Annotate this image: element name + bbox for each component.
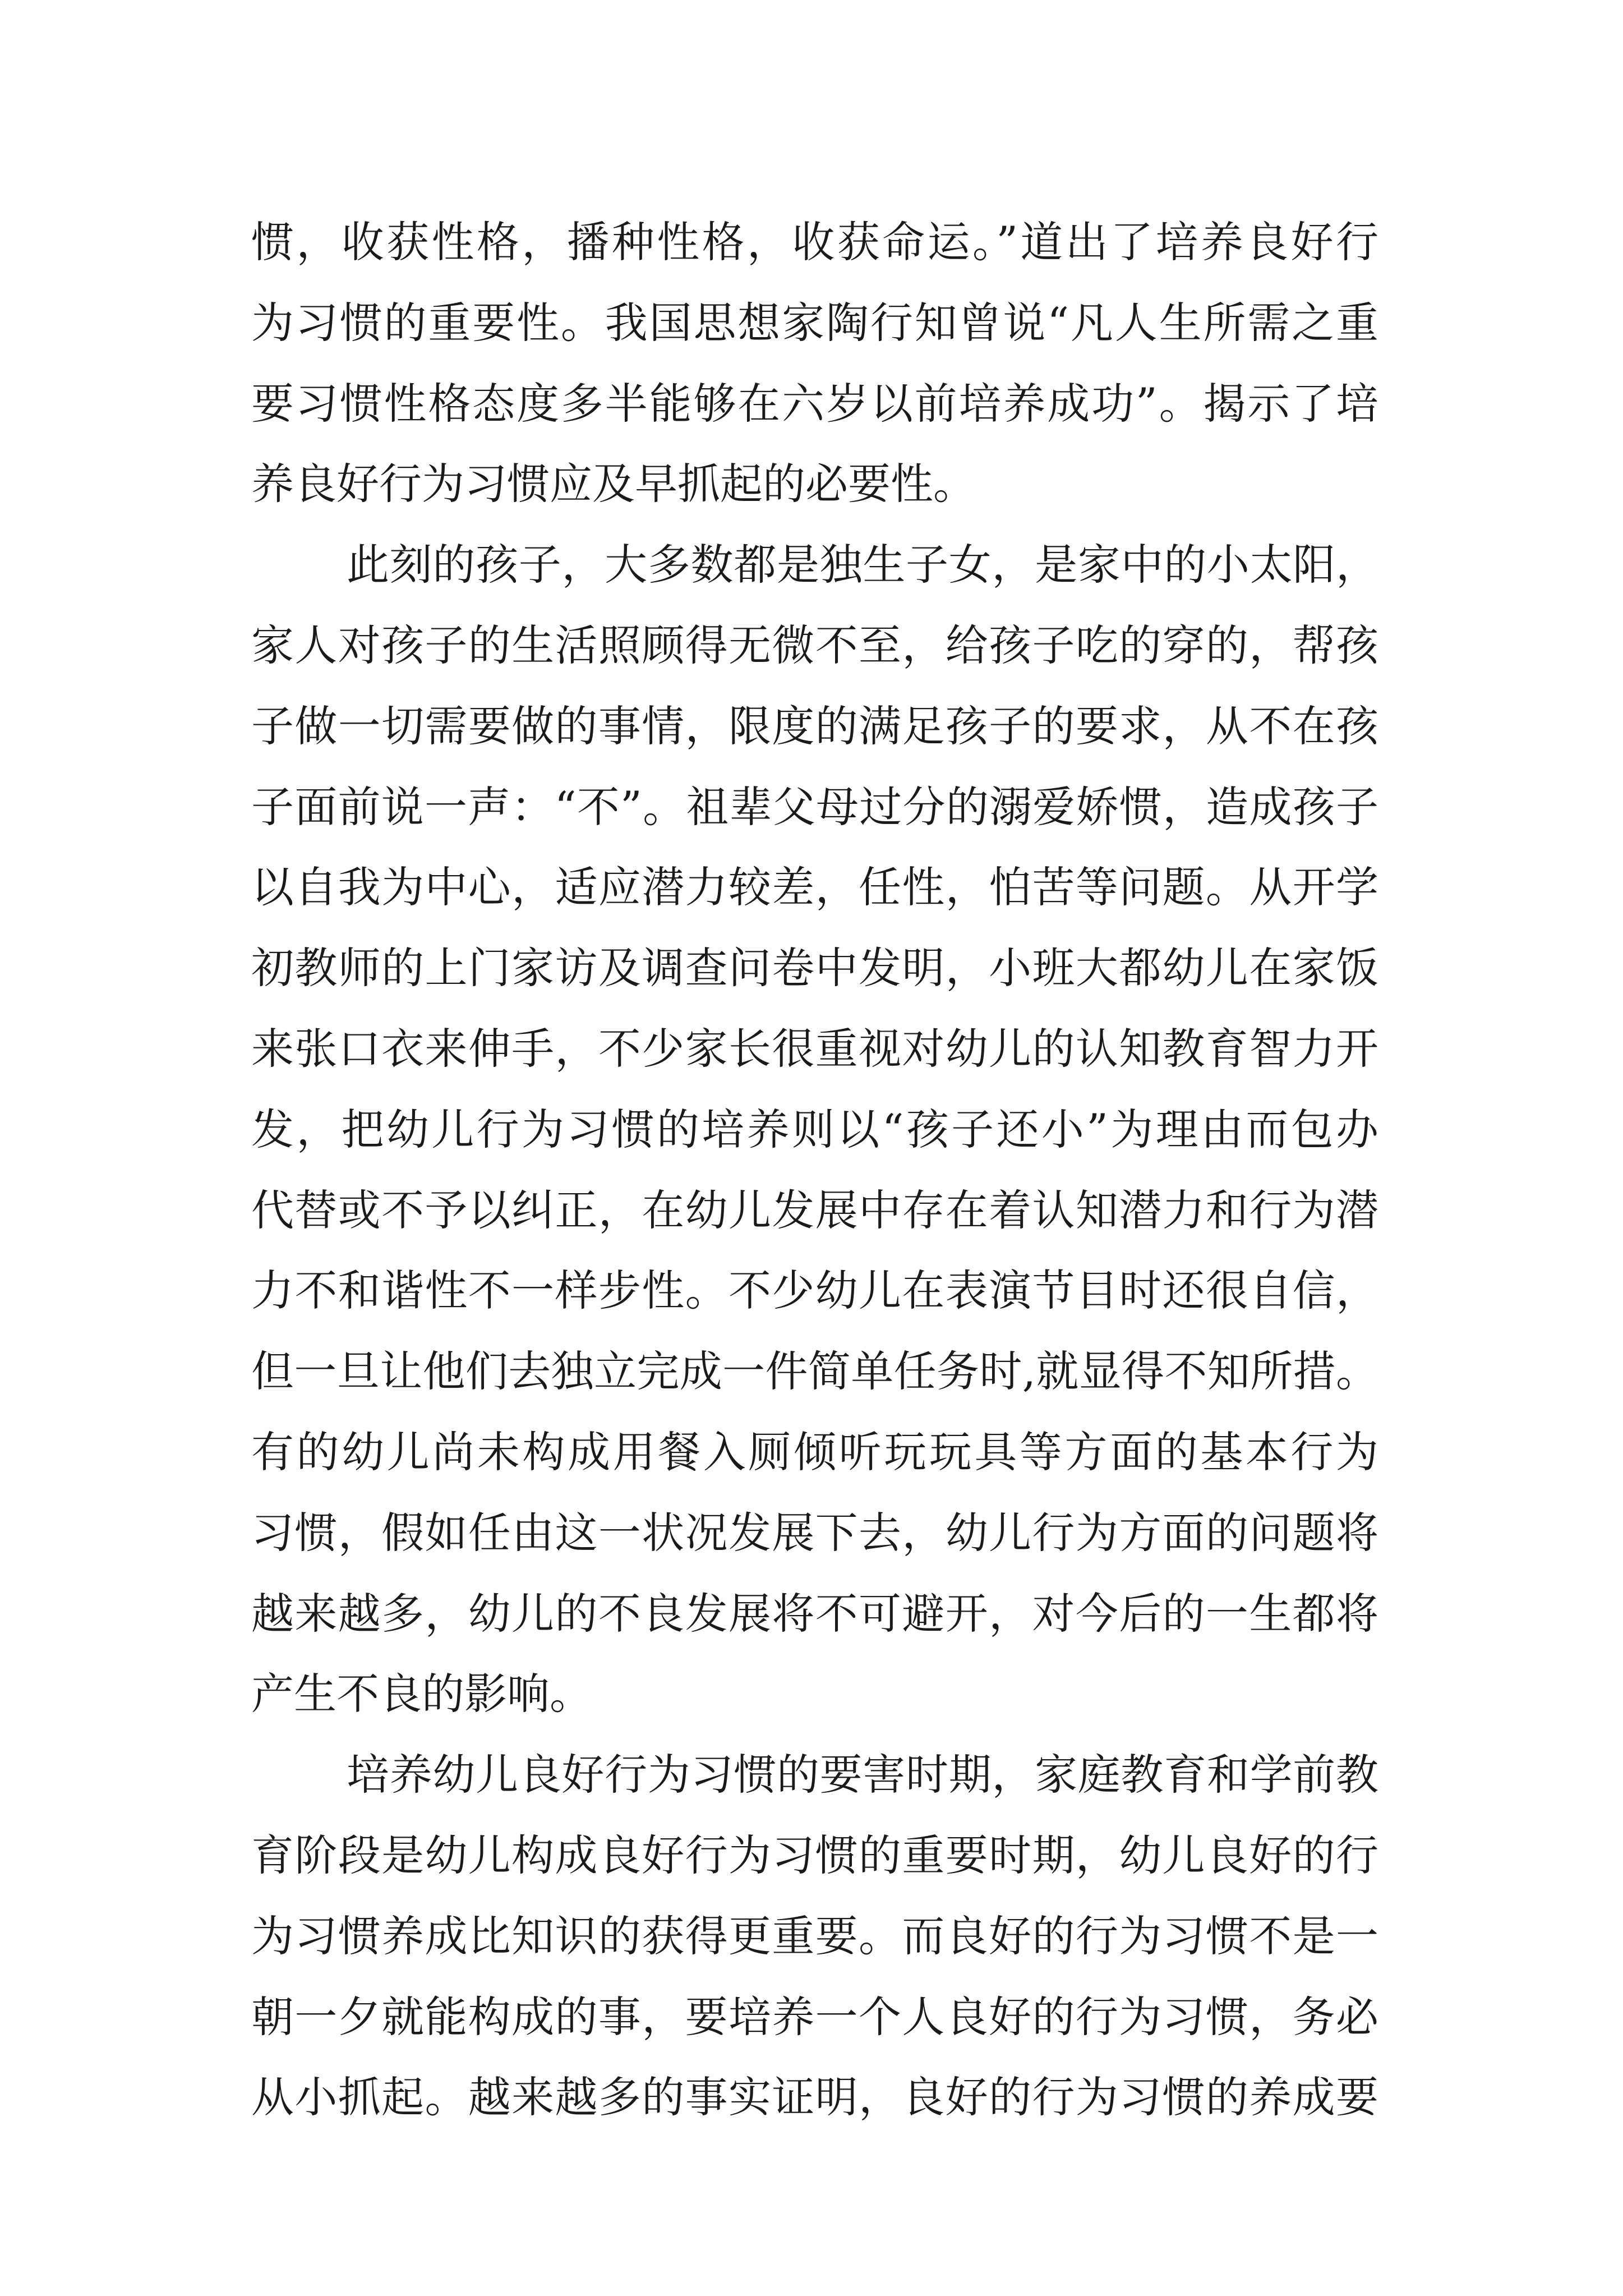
text-line: 有的幼儿尚未构成用餐入厕倾听玩玩具等方面的基本行为 bbox=[251, 1427, 1378, 1477]
text-line: 为习惯的重要性。我国思想家陶行知曾说“凡人生所需之重 bbox=[251, 297, 1378, 348]
text-line: 来张口衣来伸手，不少家长很重视对幼儿的认知教育智力开 bbox=[251, 1023, 1378, 1074]
paragraph-first-line: 此刻的孩子，大多数都是独生子女，是家中的小太阳， bbox=[347, 540, 1378, 590]
text-line: 产生不良的影响。 bbox=[251, 1669, 592, 1719]
text-line: 代替或不予以纠正，在幼儿发展中存在着认知潜力和行为潜 bbox=[251, 1185, 1378, 1235]
text-line: 力不和谐性不一样步性。不少幼儿在表演节目时还很自信， bbox=[251, 1266, 1378, 1316]
text-line: 惯，收获性格，播种性格，收获命运。”道出了培养良好行 bbox=[251, 217, 1378, 267]
body-text bbox=[251, 202, 1378, 2138]
text-line: 子面前说一声：“不”。祖辈父母过分的溺爱娇惯，造成孩子 bbox=[251, 781, 1378, 832]
text-line: 为习惯养成比知识的获得更重要。而良好的行为习惯不是一 bbox=[251, 1911, 1378, 1961]
text-line: 从小抓起。越来越多的事实证明，良好的行为习惯的养成要 bbox=[251, 2072, 1378, 2123]
text-line: 育阶段是幼儿构成良好行为习惯的重要时期，幼儿良好的行 bbox=[251, 1830, 1378, 1880]
text-line: 要习惯性格态度多半能够在六岁以前培养成功”。揭示了培 bbox=[251, 378, 1378, 429]
text-line: 习惯，假如任由这一状况发展下去，幼儿行为方面的问题将 bbox=[251, 1507, 1378, 1558]
text-line: 但一旦让他们去独立完成一件简单任务时,就显得不知所措。 bbox=[251, 1346, 1378, 1397]
text-line: 越来越多，幼儿的不良发展将不可避开，对今后的一生都将 bbox=[251, 1588, 1378, 1639]
paragraph-first-line: 培养幼儿良好行为习惯的要害时期，家庭教育和学前教 bbox=[347, 1750, 1378, 1800]
text-line: 养良好行为习惯应及早抓起的必要性。 bbox=[251, 459, 976, 509]
text-line: 以自我为中心，适应潜力较差，任性，怕苦等问题。从开学 bbox=[251, 862, 1378, 913]
text-line: 朝一夕就能构成的事，要培养一个人良好的行为习惯，务必 bbox=[251, 1991, 1378, 2042]
text-line: 初教师的上门家访及调查问卷中发明，小班大都幼儿在家饭 bbox=[251, 943, 1378, 993]
text-line: 发，把幼儿行为习惯的培养则以“孩子还小”为理由而包办 bbox=[251, 1104, 1378, 1154]
text-line: 子做一切需要做的事情，限度的满足孩子的要求，从不在孩 bbox=[251, 701, 1378, 751]
text-line: 家人对孩子的生活照顾得无微不至，给孩子吃的穿的，帮孩 bbox=[251, 620, 1378, 670]
